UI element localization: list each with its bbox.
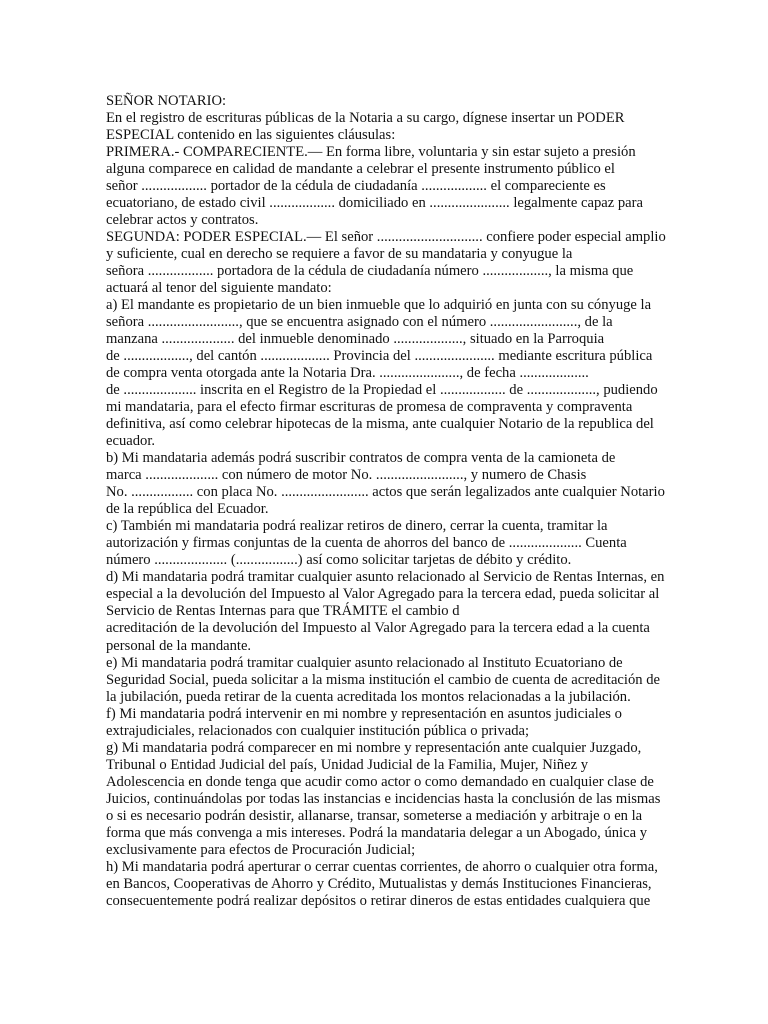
document-line: No. ................. con placa No. ........................ actos que serán legalizados ante cualquier Notario <box>106 484 665 501</box>
document-line: acreditación de la devolución del Impuesto al Valor Agregado para la tercera edad a la cuenta <box>106 620 650 637</box>
document-line: número .................... (.................) así como solicitar tarjetas de débito y crédito. <box>106 552 572 569</box>
document-line: Servicio de Rentas Internas para que TRÁMITE el cambio d <box>106 603 460 620</box>
document-line: actuará al tenor del siguiente mandato: <box>106 280 332 297</box>
document-line: SEÑOR NOTARIO: <box>106 93 227 109</box>
document-body <box>106 93 666 910</box>
document-line: PRIMERA.- COMPARECIENTE.— En forma libre, voluntaria y sin estar sujeto a presión <box>106 144 636 161</box>
document-line: Tribunal o Entidad Judicial del país, Unidad Judicial de la Familia, Mujer, Niñez y <box>106 756 588 773</box>
document-line: Juicios, continuándolas por todas las instancias e incidencias hasta la conclusión de las mismas <box>106 790 661 807</box>
document-line: de la república del Ecuador. <box>106 501 269 518</box>
document-line: en Bancos, Cooperativas de Ahorro y Crédito, Mutualistas y demás Instituciones Financieras, <box>106 875 652 892</box>
document-line: f) Mi mandataria podrá intervenir en mi nombre y representación en asuntos judiciales o <box>106 705 622 722</box>
document-line: Seguridad Social, pueda solicitar a la misma institución el cambio de cuenta de acreditación de <box>106 671 660 688</box>
document-line: g) Mi mandataria podrá comparecer en mi nombre y representación ante cualquier Juzgado, <box>106 739 642 756</box>
document-line: forma que más convenga a mis intereses. Podrá la mandataria delegar a un Abogado, única y <box>106 824 647 841</box>
document-line: ESPECIAL contenido en las siguientes cláusulas: <box>106 127 396 144</box>
document-line: extrajudiciales, relacionados con cualquier institución pública o privada; <box>106 722 530 739</box>
document-line: de .................... inscrita en el Registro de la Propiedad el .................. de ..................., pudiendo <box>106 382 658 399</box>
document-line: y suficiente, cual en derecho se requiere a favor de su mandataria y conyugue la <box>106 246 573 263</box>
document-line: señora ........................., que se encuentra asignado con el número ........................, de la <box>106 314 613 331</box>
document-line: manzana .................... del inmueble denominado ..................., situado en la Parroquia <box>106 331 605 348</box>
document-line: d) Mi mandataria podrá tramitar cualquier asunto relacionado al Servicio de Rentas Internas, en <box>106 569 665 586</box>
document-line: alguna comparece en calidad de mandante a celebrar el presente instrumento público el <box>106 161 615 178</box>
document-line: a) El mandante es propietario de un bien inmueble que lo adquirió en junta con su cónyuge la <box>106 297 652 314</box>
document-line: h) Mi mandataria podrá aperturar o cerrar cuentas corrientes, de ahorro o cualquier otra forma, <box>106 858 658 875</box>
document-line: la jubilación, pueda retirar de la cuenta acreditada los montos relacionadas a la jubilación. <box>106 688 631 705</box>
document-line: ecuador. <box>106 433 156 450</box>
document-line: e) Mi mandataria podrá tramitar cualquier asunto relacionado al Instituto Ecuatoriano de <box>106 654 623 671</box>
document-line: definitiva, así como celebrar hipotecas de la misma, ante cualquier Notario de la republica del <box>106 416 654 433</box>
document-line: Adolescencia en donde tenga que acudir como actor o como demandado en cualquier clase de <box>106 773 654 790</box>
document-line: SEGUNDA: PODER ESPECIAL.— El señor ............................. confiere poder especial amplio <box>106 229 666 246</box>
document-line: de compra venta otorgada ante la Notaria Dra. ......................, de fecha ................... <box>106 365 589 382</box>
document-line: señor .................. portador de la cédula de ciudadanía .................. el compareciente es <box>106 178 606 195</box>
document-line: autorización y firmas conjuntas de la cuenta de ahorros del banco de .................... Cuenta <box>106 535 627 552</box>
document-line: exclusivamente para efectos de Procuración Judicial; <box>106 841 416 858</box>
document-line: de .................., del cantón ................... Provincia del ...................... mediante escritura pública <box>106 348 653 365</box>
document-line: consecuentemente podrá realizar depósitos o retirar dineros de estas entidades cualquiera que <box>106 892 651 909</box>
document-line: mi mandataria, para el efecto firmar escrituras de promesa de compraventa y compraventa <box>106 399 633 416</box>
document-line: b) Mi mandataria además podrá suscribir contratos de compra venta de la camioneta de <box>106 450 616 467</box>
document-line: especial a la devolución del Impuesto al Valor Agregado para la tercera edad, pueda solicitar al <box>106 586 660 603</box>
document-line: marca .................... con número de motor No. ........................, y numero de Chasis <box>106 467 587 484</box>
document-line: En el registro de escrituras públicas de la Notaria a su cargo, dígnese insertar un PODER <box>106 110 625 127</box>
document-line: celebrar actos y contratos. <box>106 212 259 229</box>
document-line: o si es necesario podrán desistir, allanarse, transar, someterse a mediación y arbitraje o en la <box>106 807 643 824</box>
document-line: c) También mi mandataria podrá realizar retiros de dinero, cerrar la cuenta, tramitar la <box>106 518 608 535</box>
document-line: personal de la mandante. <box>106 637 252 654</box>
document-line: ecuatoriano, de estado civil .................. domiciliado en ...................... legalmente capaz para <box>106 195 643 212</box>
document-line: señora .................. portadora de la cédula de ciudadanía número .................., la misma que <box>106 263 634 280</box>
